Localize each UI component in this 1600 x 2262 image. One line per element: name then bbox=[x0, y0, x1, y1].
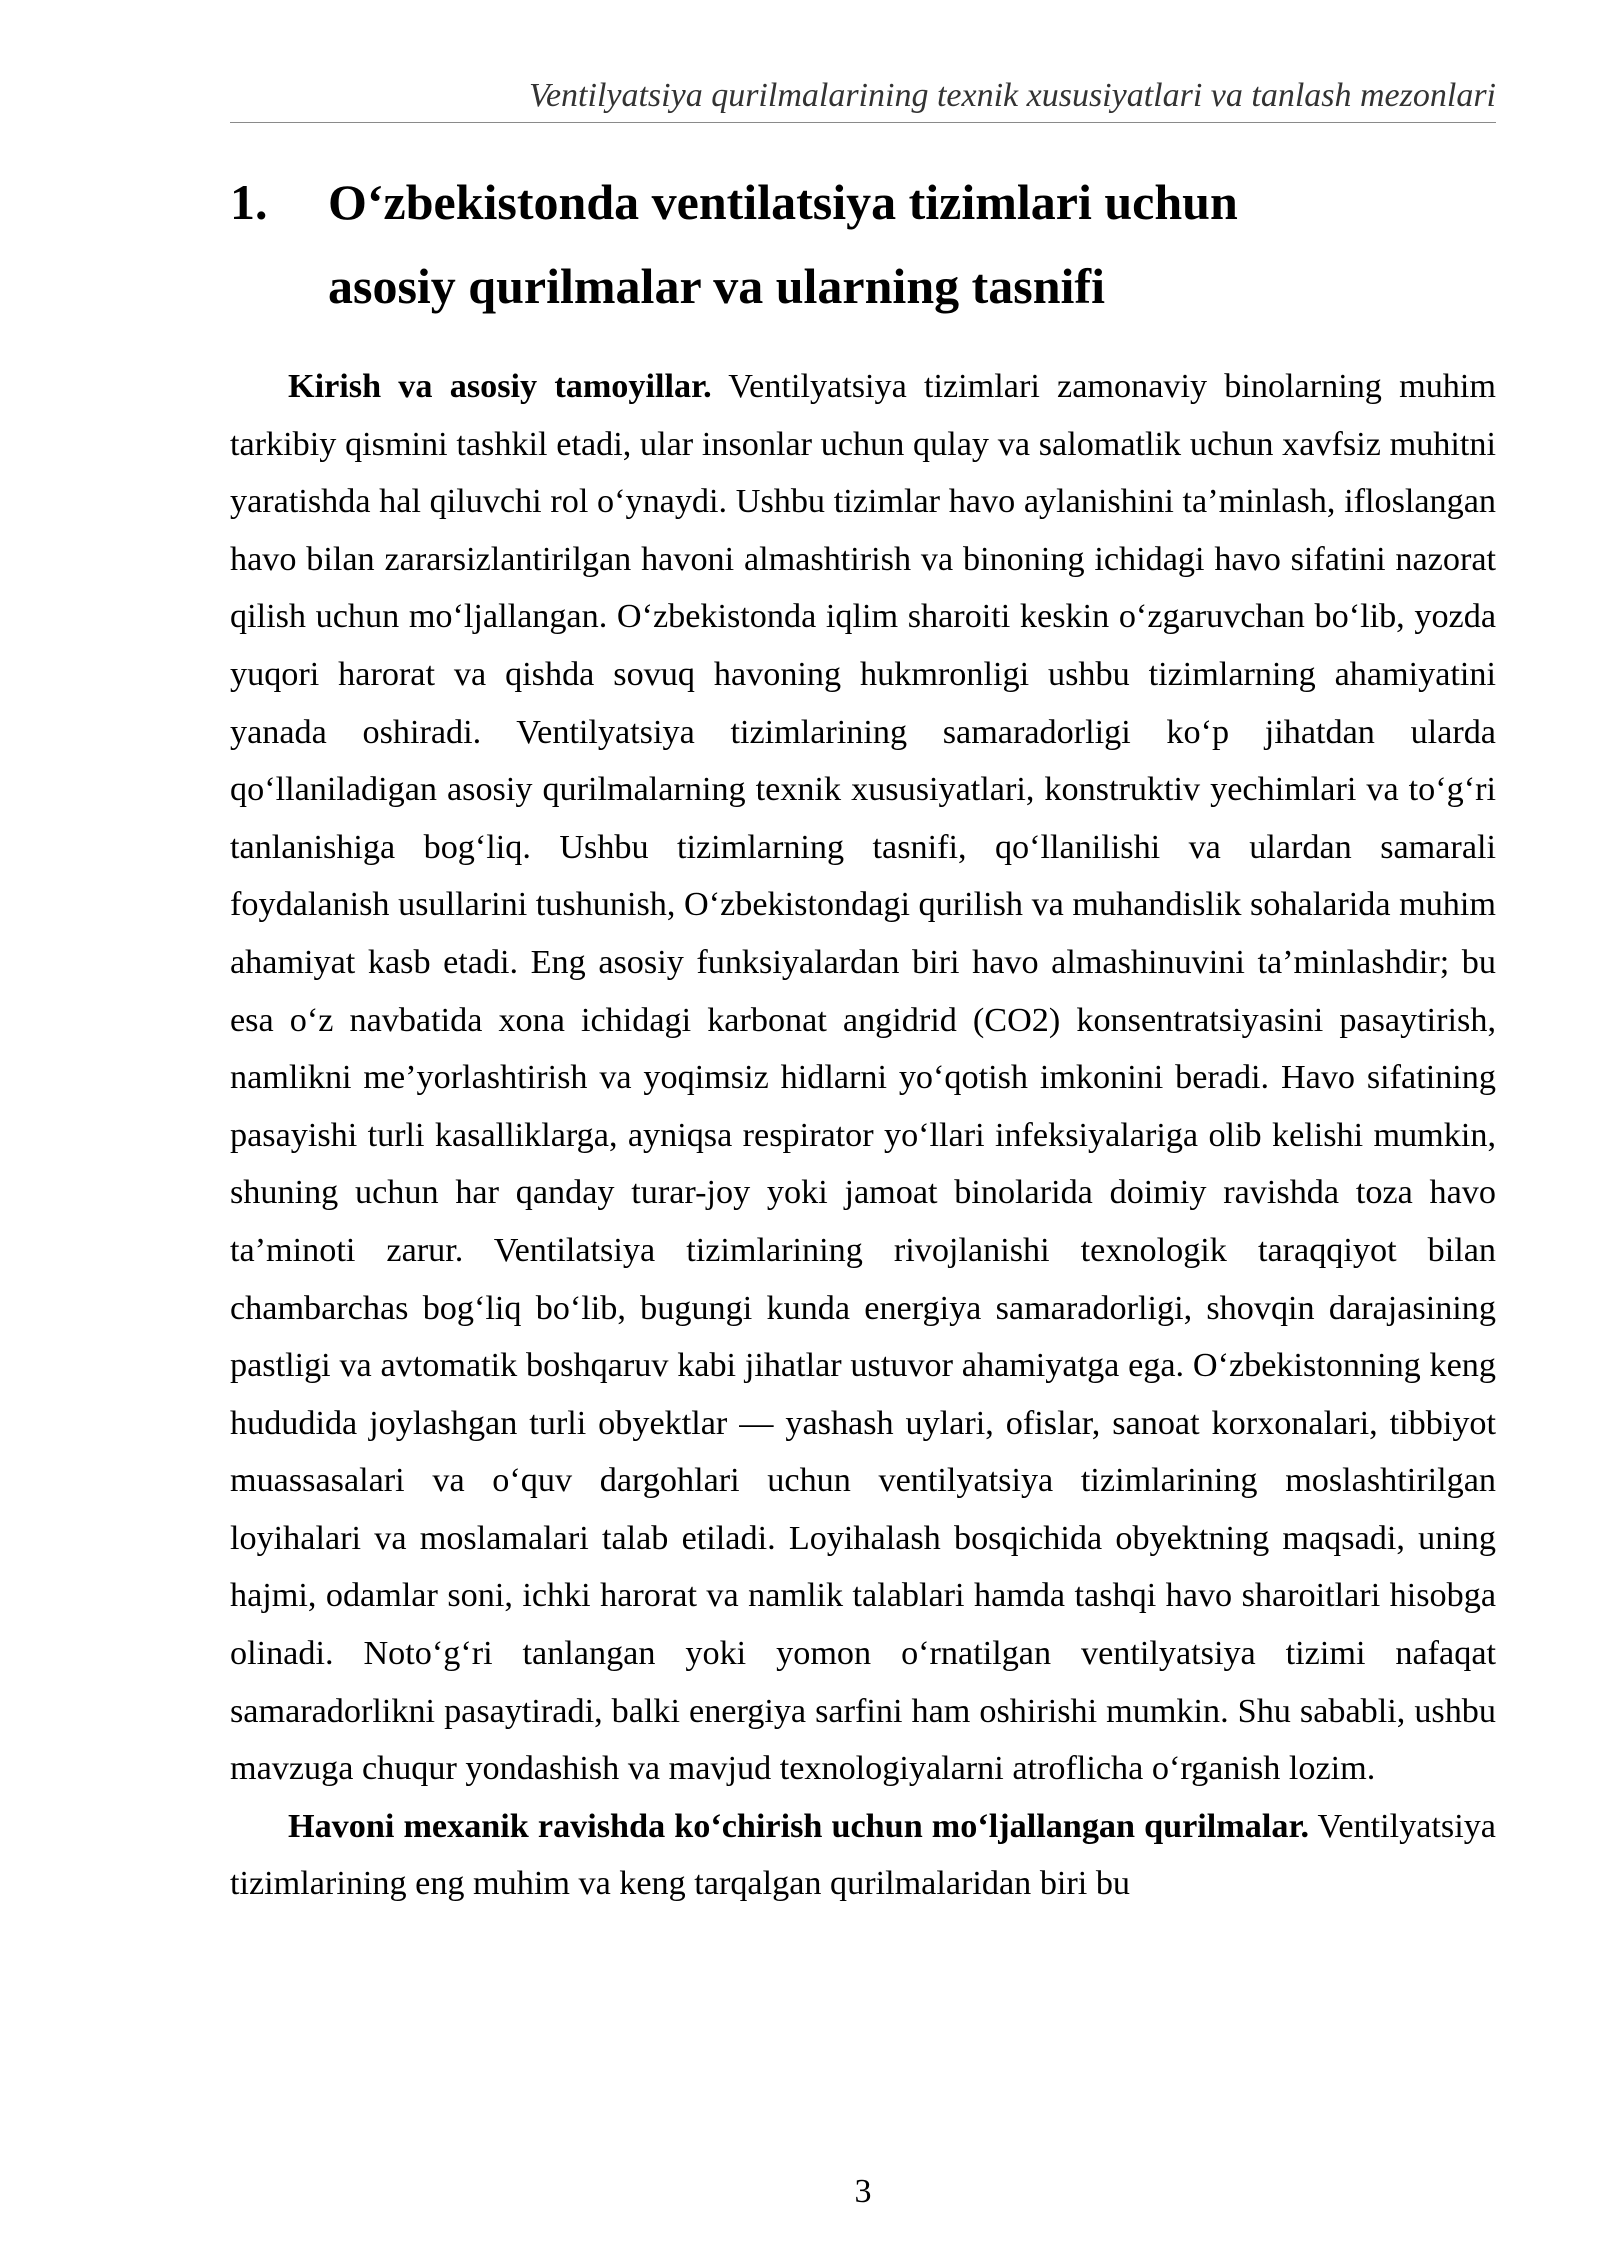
chapter-heading bbox=[230, 160, 1496, 328]
body-text bbox=[230, 358, 1496, 1913]
chapter-title-line-2: asosiy qurilmalar va ularning tasnifi bbox=[328, 258, 1105, 314]
paragraph-introduction bbox=[230, 358, 1496, 1798]
paragraph-lead: Kirish va asosiy tamoyillar. bbox=[288, 368, 712, 405]
chapter-title bbox=[328, 160, 1496, 328]
paragraph-mechanical-devices bbox=[230, 1798, 1496, 1913]
paragraph-body: Ventilyatsiya tizimlari zamonaviy binolarning muhim tarkibiy qismini tashkil etadi, ular insonlar uchun qulay va salomatlik uchun xavfsiz muhitni yaratishda hal qiluvchi rol o‘ynaydi. Ushbu tizimlar havo aylanishini ta’minlash, ifloslangan havo bilan zararsizlantirilgan havoni almashtirish va binoning ichidagi havo sifatini nazorat qilish uchun mo‘ljallangan. O‘zbekistonda iqlim sharoiti keskin o‘zgaruvchan bo‘lib, yozda yuqori harorat va qishda sovuq havoning hukmronligi ushbu tizimlarning ahamiyatini yanada oshiradi. Ventilyatsiya tizimlarining samaradorligi ko‘p jihatdan ularda qo‘llaniladigan asosiy qurilmalarning texnik xususiyatlari, konstruktiv yechimlari va to‘g‘ri tanlanishiga bog‘liq. Ushbu tizimlarning tasnifi, qo‘llanilishi va ulardan samarali foydalanish usullarini tushunish, O‘zbekistondagi qurilish va muhandislik sohalarida muhim ahamiyat kasb etadi. Eng asosiy funksiyalardan biri havo almashinuvini ta’minlashdir; bu esa o‘z navbatida xona ichidagi karbonat angidrid (CO2) konsentratsiyasini pasaytirish, namlikni me’yorlashtirish va yoqimsiz hidlarni yo‘qotish imkonini beradi. Havo sifatining pasayishi turli kasalliklarga, ayniqsa respirator yo‘llari infeksiyalariga olib kelishi mumkin, shuning uchun har qanday turar-joy yoki jamoat binolarida doimiy ravishda toza havo ta’minoti zarur. Ventilatsiya tizimlarining rivojlanishi texnologik taraqqiyot bilan chambarchas bog‘liq bo‘lib, bugungi kunda energiya samaradorligi, shovqin darajasining pastligi va avtomatik boshqaruv kabi jihatlar ustuvor ahamiyatga ega. O‘zbekistonning keng hududida joylashgan turli obyektlar — yashash uylari, ofislar, sanoat korxonalari, tibbiyot muassasalari va o‘quv dargohlari uchun ventilyatsiya tizimlarining moslashtirilgan loyihalari va moslamalari talab etiladi. Loyihalash bosqichida obyektning maqsadi, uning hajmi, odamlar soni, ichki harorat va namlik talablari hamda tashqi havo sharoitlari hisobga olinadi. Noto‘g‘ri tanlangan yoki yomon o‘rnatilgan ventilyatsiya tizimi nafaqat samaradorlikni pasaytiradi, balki energiya sarfini ham oshirishi mumkin. Shu sababli, ushbu mavzuga chuqur yondashish va mavjud texnologiyalarni atroflicha o‘rganish lozim. bbox=[230, 368, 1496, 1788]
running-header: Ventilyatsiya qurilmalarining texnik xususiyatlari va tanlash mezonlari bbox=[528, 77, 1496, 114]
document-page bbox=[230, 0, 1496, 2262]
chapter-title-line-1: O‘zbekistonda ventilatsiya tizimlari uchun bbox=[328, 174, 1238, 230]
page-number: 3 bbox=[854, 2173, 872, 2210]
paragraph-body: Ventilyatsiya tizimlarining eng muhim va keng tarqalgan qurilmalaridan biri bu bbox=[230, 1807, 1496, 1903]
header-rule bbox=[230, 122, 1496, 123]
paragraph-lead: Havoni mexanik ravishda ko‘chirish uchun mo‘ljallangan qurilmalar. bbox=[288, 1807, 1310, 1845]
chapter-number: 1. bbox=[230, 174, 268, 230]
